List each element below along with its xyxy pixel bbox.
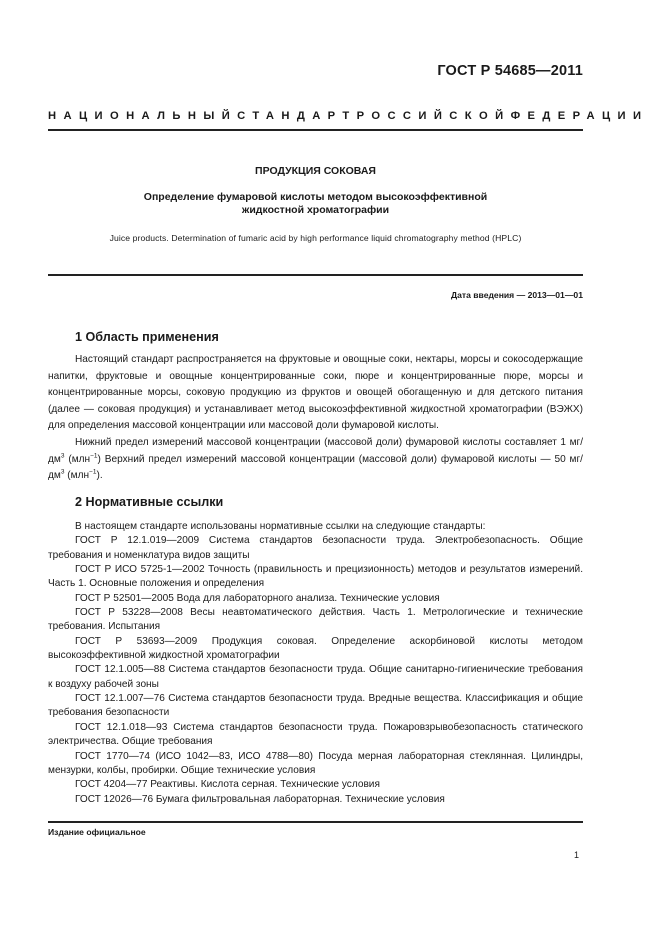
section-2-heading: 2 Нормативные ссылки: [75, 495, 224, 509]
reference-item: ГОСТ Р 12.1.019—2009 Система стандартов безопасности труда. Электробезопасность. Общие требования и номенклатура видов защиты: [48, 535, 583, 561]
reference-item: ГОСТ 12.1.018—93 Система стандартов безопасности труда. Пожаровзрывобезопасность статического электричества. Общие требования: [48, 721, 583, 748]
subtitle-line: Определение фумаровой кислоты методом высокоэффективной: [143, 191, 488, 203]
reference-item: ГОСТ 4204—77 Реактивы. Кислота серная. Технические условия: [75, 779, 380, 791]
gost-number: ГОСТ Р 54685—2011: [437, 63, 583, 79]
reference-item: ГОСТ Р 53693—2009 Продукция соковая. Определение аскорбиновой кислоты методом высокоэффективной жидкостной хроматографии: [48, 635, 583, 662]
normative-references-list: [48, 520, 583, 807]
title-rule: [48, 274, 583, 276]
page-number: 1: [573, 850, 579, 860]
reference-item: ГОСТ 1770—74 (ИСО 1042—83, ИСО 4788—80) Посуда мерная лабораторная стеклянная. Цилиндры, мензурки, колбы, пробирки. Общие технические условия: [48, 750, 583, 776]
document-title: ПРОДУКЦИЯ СОКОВАЯ: [255, 165, 376, 177]
reference-item: В настоящем стандарте использованы нормативные ссылки на следующие стандарты:: [75, 521, 486, 532]
reference-item: ГОСТ Р 53228—2008 Весы неавтоматического действия. Часть 1. Метрологические и технические требования. Испытания: [48, 607, 583, 633]
banner-word: СТАНДАРТ: [237, 110, 357, 122]
reference-item: ГОСТ 12.1.007—76 Система стандартов безопасности труда. Вредные вещества. Классификация и общие требования безопасности: [48, 693, 583, 719]
reference-item: ГОСТ 12026—76 Бумага фильтровальная лабораторная. Технические условия: [75, 793, 445, 805]
section-1-paragraph-limits: Нижний предел измерений массовой концентрации (массовой доли) фумаровой кислоты составляет 1 $мг/дм^3$ (млн$^{-1}$) Верхний предел измерений массовой концентрации (массовой доли) фумаровой кислоты — 50 $мг/дм^3$ (млн$^{-1}$).: [48, 436, 583, 482]
section-1-body: [48, 352, 583, 485]
reference-item: ГОСТ 12.1.005—88 Система стандартов безопасности труда. Общие санитарно-гигиенические требования к воздуху рабочей зоны: [48, 664, 583, 690]
banner-word: ФЕДЕРАЦИИ: [510, 110, 649, 122]
reference-item: ГОСТ Р 52501—2005 Вода для лабораторного анализа. Технические условия: [75, 592, 440, 604]
section-1-heading: 1 Область применения: [75, 330, 219, 344]
banner-word: РОССИЙСКОЙ: [356, 110, 511, 122]
english-title: Juice products. Determination of fumaric acid by high performance liquid chromatography method (HPLC): [109, 233, 522, 243]
edition-label: Издание официальное: [48, 827, 146, 837]
document-subtitle: [48, 191, 583, 217]
section-1-paragraph: Настоящий стандарт распространяется на фруктовые и овощные соки, нектары, морсы и сокосодержащие напитки, фруктовые и овощные концентрированные соки, пюре и концентрированные пюре, морсы и концентрированные морсы, соковую продукцию из фруктов и овощей обогащенную и для детского питания (далее — соковая продукция) и устанавливает метод высокоэффективной жидкостной хроматографии (ВЭЖХ) для определения массовой концентрации или массовой доли фумаровой кислоты.: [48, 354, 583, 432]
footer-rule: [48, 821, 583, 823]
banner-word: НАЦИОНАЛЬНЫЙ: [48, 110, 238, 122]
header-rule: [48, 129, 583, 131]
national-standard-banner: [48, 110, 649, 122]
subtitle-line: жидкостной хроматографии: [241, 204, 390, 216]
intro-date: Дата введения — 2013—01—01: [450, 290, 583, 300]
reference-item: ГОСТ Р ИСО 5725-1—2002 Точность (правильность и прецизионность) методов и результатов измерений. Часть 1. Основные положения и определения: [48, 564, 583, 590]
